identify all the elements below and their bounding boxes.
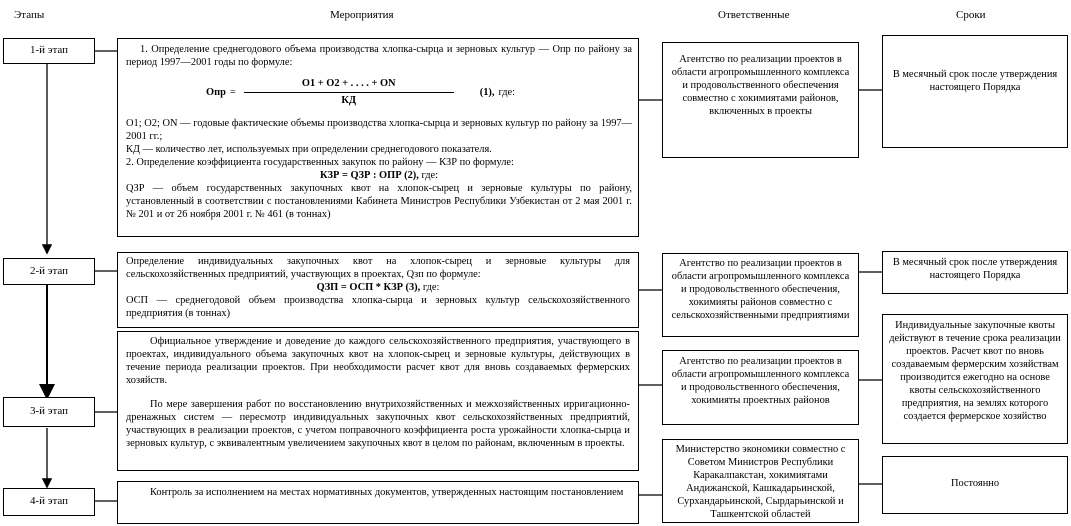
stage-1-deadline: В месячный срок после утверждения настоящего Порядка [882,35,1068,148]
stage-4-deadline: Постоянно [882,456,1068,514]
stage-2-activity [117,252,639,328]
stage-1-definitions-text: О1; О2; ОN — годовые фактические объемы производства хлопка-сырца и зерновых культур по району за 1997—2001 гг.; [126,118,632,142]
formula-2-expression: КЗР = QЗР : ОПР (2), [319,170,419,181]
stage-1-step1-text: 1. Определение среднегодового объема производства хлопка-сырца и зерновых культур — Опр по району за период 1997—2001 годы по формуле: [126,44,632,68]
header-deadlines: Сроки [956,9,986,21]
formula-3 [126,281,630,294]
stage-4-responsible: Министерство экономики совместно с Советом Министров Республики Каракалпакстан, хокимиятами Андижанской, Кашкадарьинской, Сурхандарьинской, Сырдарьинской и Ташкентской областей [662,439,859,523]
formula-1-fraction [244,77,454,107]
formula-1 [206,77,632,107]
stage-1-responsible: Агентство по реализации проектов в области агропромышленного комплекса и продовольственного обеспечения совместно с хокимиятами районов, включенных в проекты [662,42,859,158]
header-responsible: Ответственные [718,9,790,21]
header-activities: Мероприятия [330,9,394,21]
stage-1-activity [117,38,639,237]
header-stages: Этапы [14,9,45,21]
stage-1-kd-text: КД — количество лет, используемых при определении среднегодового показателя. [126,144,492,155]
formula-1-numerator: О1 + О2 + . . . . + ОN [244,77,454,93]
formula-3-expression: QЗП = ОСП * КЗР (3), [316,282,421,293]
formula-1-lhs: Опр [206,86,226,98]
formula-3-where: где: [422,282,440,293]
stage-2-ocp-text: ОСП — среднегодовой объем производства хлопка-сырца и зерновых культур сельскохозяйственного предприятия (в тоннах) [126,295,630,319]
stage-1-step2-text: 2. Определение коэффициента государственных закупок по району — КЗР по формуле: [126,157,514,168]
stage-3-deadline: Индивидуальные закупочные квоты действуют в течение срока реализации проектов. Расчет квот по вновь создаваемым фермерским хозяйствам производится ежегодно на основе квоты сельскохозяйственного предприятия, на землях которого создается фермерское хозяйство [882,314,1068,444]
stage-4-box: 4-й этап [3,488,95,516]
formula-1-denominator: КД [341,95,357,106]
stage-3-revision-text: По мере завершения работ по восстановлению внутрихозяйственных и межхозяйственных ирригационно-дренажных систем — пересмотр индивидуальных закупочных квот сельскохозяйственных предприятий, участвующих в реализации проектов, с учетом поправочного коэффициента роста урожайности хлопка-сырца и зерновых культур, с эквивалентным увеличением закупочных квот в целом по районам, включенным в проекты. [126,399,630,449]
formula-1-where: где: [498,86,515,98]
stage-4-activity [117,481,639,524]
stage-3-responsible: Агентство по реализации проектов в области агропромышленного комплекса и продовольственного обеспечения, хокимияты проектных районов [662,350,859,425]
stage-3-approval-text: Официальное утверждение и доведение до каждого сельскохозяйственного предприятия, участвующего в проектах, индивидуального объема закупочных квот на хлопок-сырец и зерновые культуры, действующих в течение периода реализации проектов. При необходимости расчет квот для вновь создаваемых фермерских хозяйств. [126,336,630,386]
stage-3-activity [117,331,639,471]
formula-1-eq: = [229,86,236,98]
formula-2-where: где: [421,170,438,181]
stage-2-box: 2-й этап [3,258,95,285]
stage-1-box: 1-й этап [3,38,95,64]
stage-2-intro-text: Определение индивидуальных закупочных квот на хлопок-сырец и зерновые культуры для сельскохозяйственных предприятий, участвующих в проектах, Qзп по формуле: [126,256,630,280]
formula-1-tag: (1), [479,86,495,98]
stage-4-control-text: Контроль за исполнением на местах нормативных документов, утвержденных настоящим постановлением [150,487,624,498]
formula-2 [126,169,632,182]
stage-2-deadline: В месячный срок после утверждения настоящего Порядка [882,251,1068,294]
stage-3-box: 3-й этап [3,397,95,427]
stage-1-qzr-text: QЗР — объем государственных закупочных квот на хлопок-сырец и зерновые культуры по району, установленный в соответствии с постановлениями Кабинета Министров Республики Узбекистан от 2 мая 2001 г. № 201 и от 26 ноября 2001 г. № 461 (в тоннах) [126,183,632,220]
stage-2-responsible: Агентство по реализации проектов в области агропромышленного комплекса и продовольственного обеспечения, хокимияты районов совместно с сельскохозяйственными предприятиями [662,253,859,337]
